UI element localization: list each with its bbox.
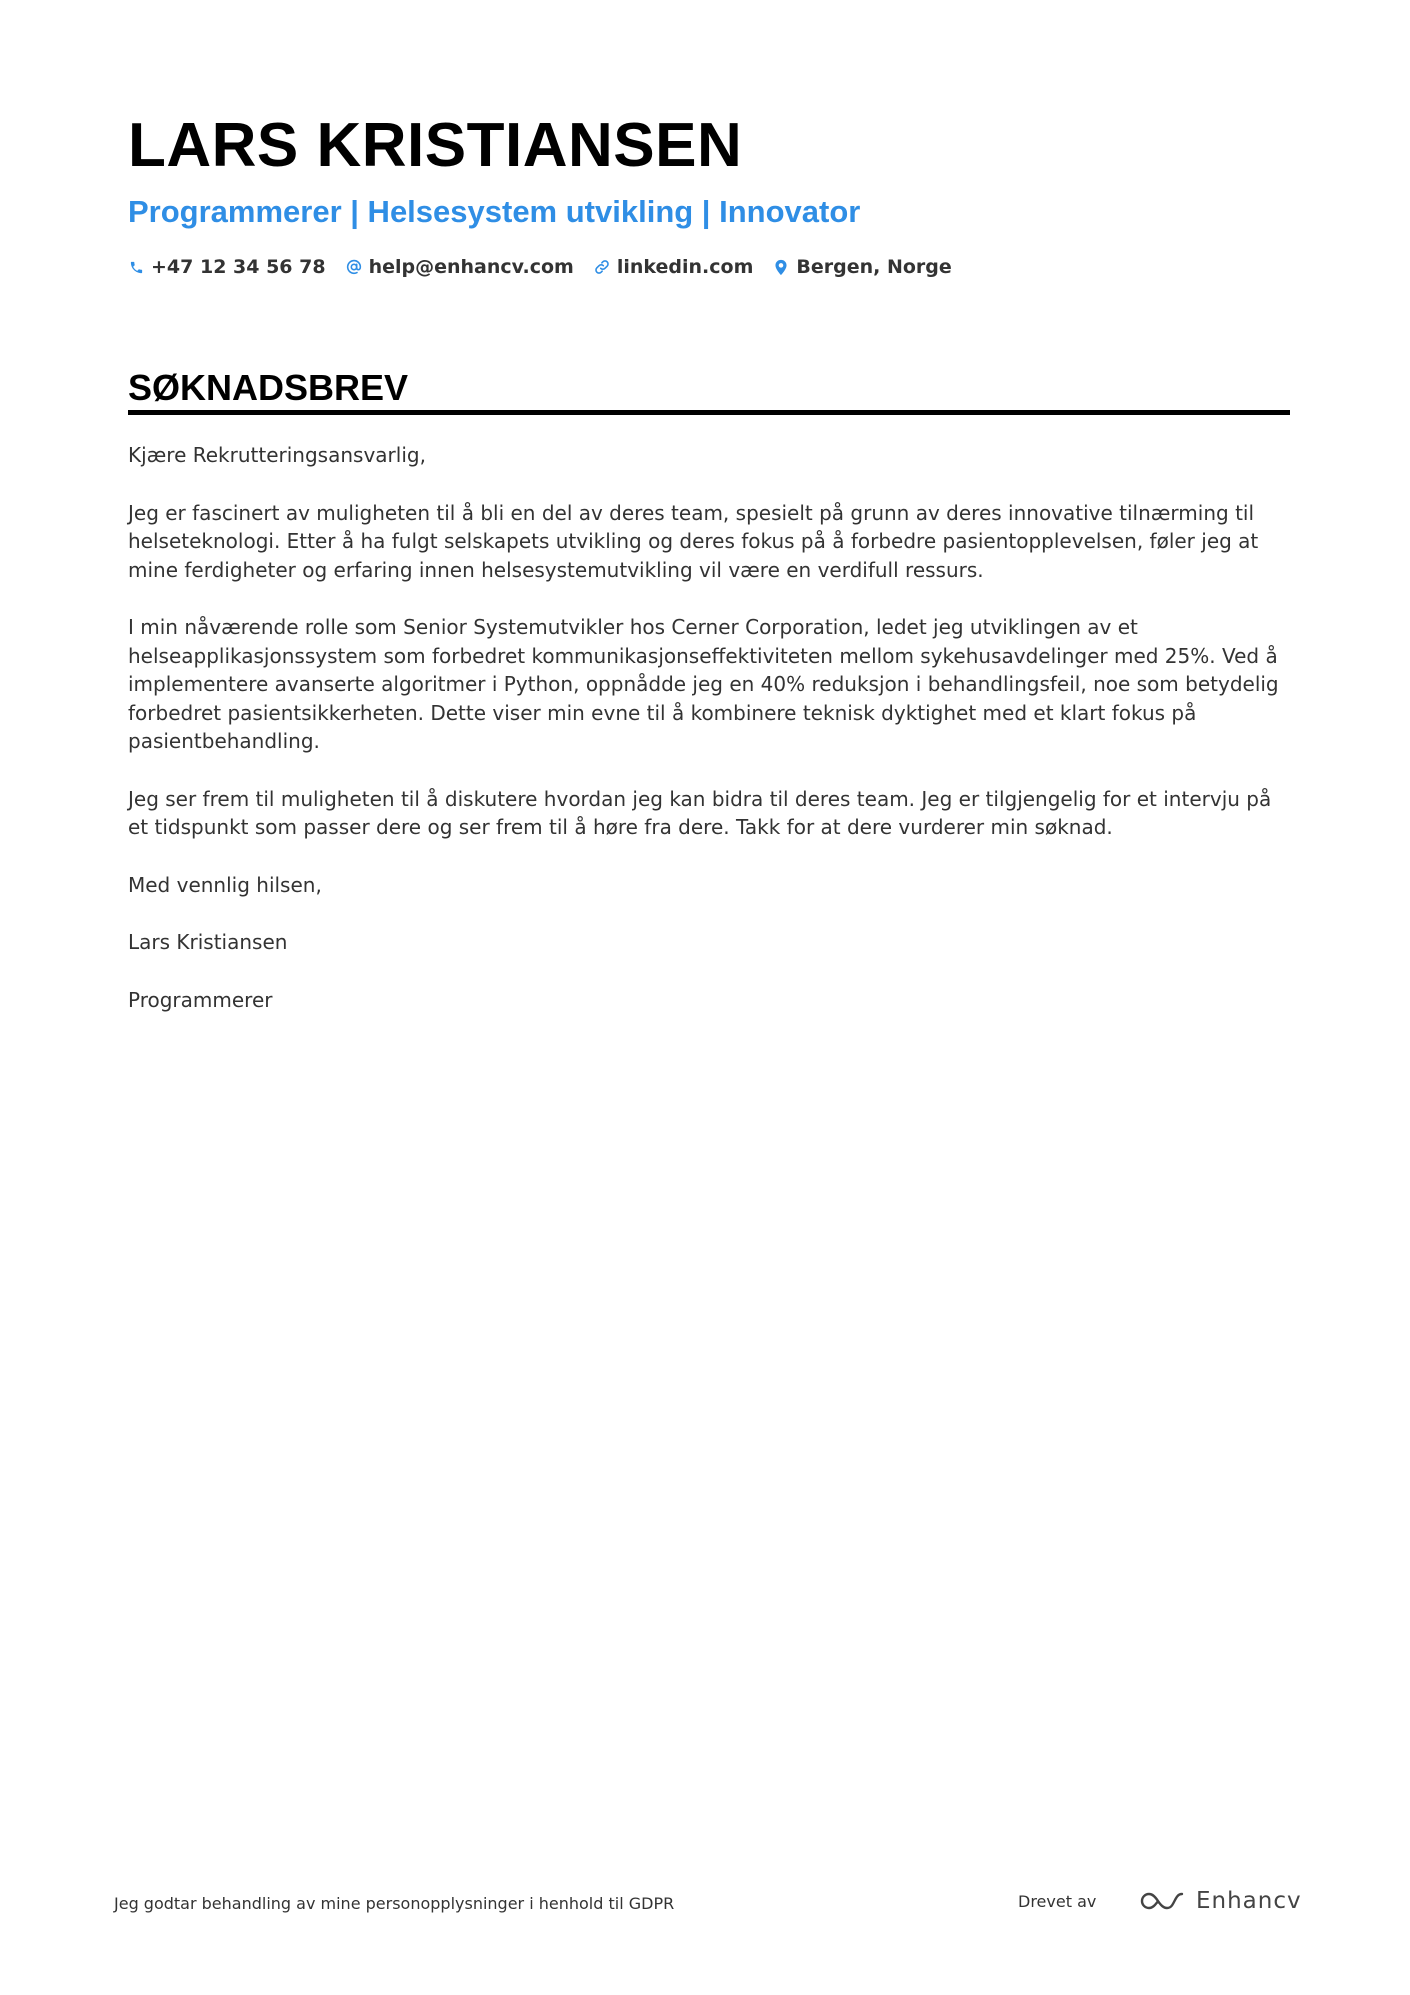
contact-email[interactable] — [346, 253, 574, 281]
contact-phone — [128, 253, 326, 281]
applicant-headline: Programmerer | Helsesystem utvikling | Innovator — [128, 194, 861, 229]
contact-phone-text: +47 12 34 56 78 — [151, 256, 326, 278]
location-pin-icon — [773, 258, 789, 276]
applicant-name: LARS KRISTIANSEN — [128, 111, 743, 180]
section-divider — [128, 410, 1290, 415]
powered-by-label: Drevet av — [1018, 1892, 1097, 1911]
phone-icon — [128, 258, 144, 276]
contact-location-text: Bergen, Norge — [796, 256, 952, 278]
letter-paragraph: Jeg ser frem til muligheten til å diskutere hvordan jeg kan bidra til deres team. Jeg er tilgjengelig for et intervju på et tidspunkt som passer dere og ser frem til å høre fra dere. Takk for at dere vurderer min søknad. — [128, 786, 1272, 839]
enhancv-brand-name: Enhancv — [1196, 1888, 1302, 1914]
contact-bar — [128, 253, 972, 281]
enhancv-logo-icon — [1138, 1888, 1184, 1914]
gdpr-consent-text: Jeg godtar behandling av mine personopplysninger i henhold til GDPR — [114, 1894, 675, 1913]
contact-location — [773, 253, 951, 281]
letter-body — [128, 441, 1290, 1043]
section-title: SØKNADSBREV — [128, 367, 409, 408]
at-icon — [346, 258, 362, 276]
letter-paragraph: I min nåværende rolle som Senior Systemutvikler hos Cerner Corporation, ledet jeg utviklingen av et helseapplikasjonssystem som forbedret kommunikasjonseffektiviteten mellom sykehusavdelinger med 25%. Ved å implementere avanserte algoritmer i Python, oppnådde jeg en 40% reduksjon i behandlingsfeil, noe som betydelig forbedret pasientsikkerheten. Dette viser min evne til å kombinere teknisk dyktighet med et klart fokus på pasientbehandling. — [128, 615, 1279, 753]
letter-paragraph: Jeg er fascinert av muligheten til å bli en del av deres team, spesielt på grunn av deres innovative tilnærming til helseteknologi. Etter å ha fulgt selskapets utvikling og deres fokus på å forbedre pasientopplevelsen, føler jeg at mine ferdigheter og erfaring innen helsesystemutvikling vil være en verdifull ressurs. — [128, 500, 1259, 582]
signature-title: Programmerer — [128, 987, 273, 1012]
letter-closing: Med vennlig hilsen, — [128, 872, 322, 897]
contact-website[interactable] — [594, 253, 754, 281]
contact-email-text: help@enhancv.com — [368, 256, 574, 278]
letter-salutation: Kjære Rekrutteringsansvarlig, — [128, 443, 426, 467]
enhancv-brand-link[interactable] — [1138, 1886, 1302, 1916]
link-icon — [594, 258, 610, 276]
signature-name: Lars Kristiansen — [128, 930, 288, 954]
contact-website-text: linkedin.com — [616, 256, 754, 278]
